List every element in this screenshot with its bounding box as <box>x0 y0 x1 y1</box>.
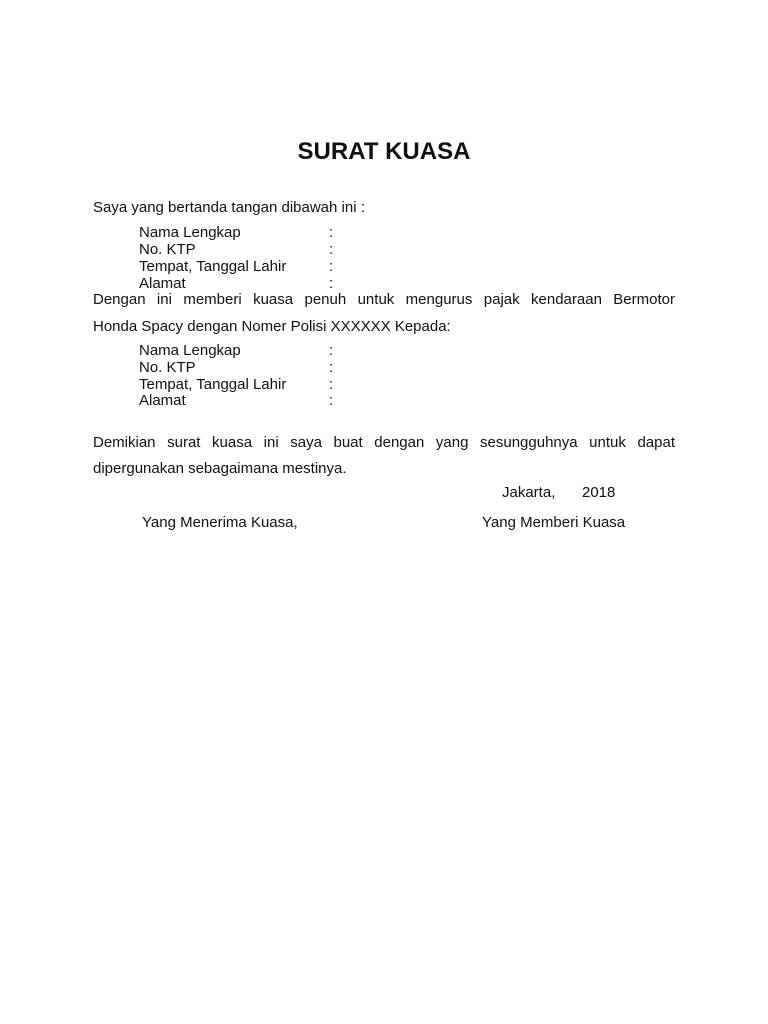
giver-ktp-label: No. KTP <box>139 241 196 258</box>
closing-line-2: dipergunakan sebagaimana mestinya. <box>93 460 347 477</box>
giver-address-label: Alamat <box>139 275 186 292</box>
year-text: 2018 <box>582 484 616 501</box>
giver-birth-colon: : <box>329 258 334 275</box>
closing-line-1: Demikian surat kuasa ini saya buat dengan yang sesungguhnya untuk dapat <box>93 434 675 451</box>
giver-name-colon: : <box>329 224 334 241</box>
body-line-2: Honda Spacy dengan Nomer Polisi XXXXXX Kepada: <box>93 318 451 335</box>
receiver-signature-label: Yang Menerima Kuasa, <box>142 514 298 531</box>
receiver-name-label: Nama Lengkap <box>139 342 241 359</box>
receiver-birth-label: Tempat, Tanggal Lahir <box>139 376 287 393</box>
giver-signature-label: Yang Memberi Kuasa <box>482 514 626 531</box>
giver-ktp-colon: : <box>329 241 334 258</box>
receiver-address-colon: : <box>329 392 334 409</box>
giver-name-label: Nama Lengkap <box>139 224 241 241</box>
intro-text: Saya yang bertanda tangan dibawah ini : <box>93 199 365 216</box>
place-text: Jakarta, <box>502 484 556 501</box>
receiver-ktp-label: No. KTP <box>139 359 196 376</box>
giver-birth-label: Tempat, Tanggal Lahir <box>139 258 287 275</box>
giver-address-colon: : <box>329 275 334 292</box>
receiver-address-label: Alamat <box>139 392 186 409</box>
receiver-birth-colon: : <box>329 376 334 393</box>
document-title: SURAT KUASA <box>297 138 471 165</box>
receiver-ktp-colon: : <box>329 359 334 376</box>
receiver-name-colon: : <box>329 342 334 359</box>
body-line-1: Dengan ini memberi kuasa penuh untuk mengurus pajak kendaraan Bermotor <box>93 291 675 308</box>
